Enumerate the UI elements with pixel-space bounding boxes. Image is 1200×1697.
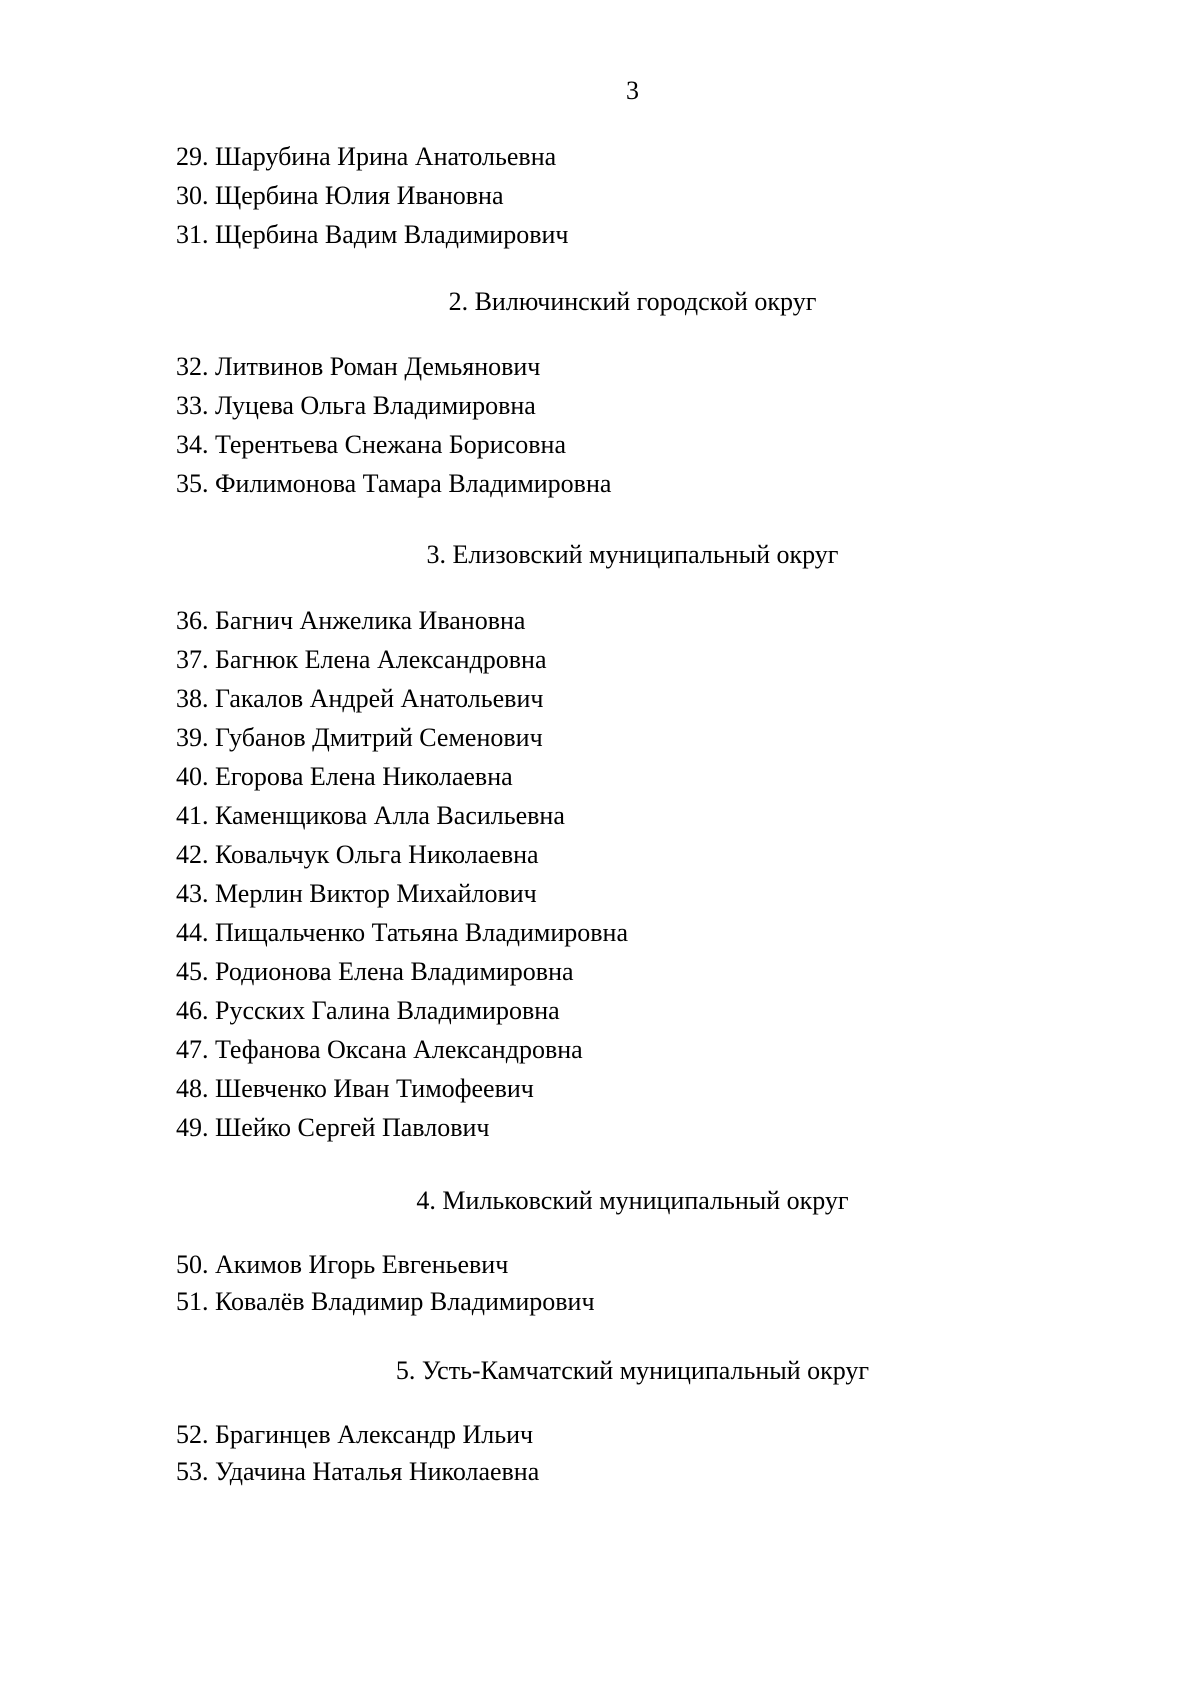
section-heading-elizovo: 3. Елизовский муниципальный округ xyxy=(426,540,839,569)
list-item: 42. Ковальчук Ольга Николаевна xyxy=(176,840,539,869)
list-item: 39. Губанов Дмитрий Семенович xyxy=(176,723,543,752)
list-item: 30. Щербина Юлия Ивановна xyxy=(176,181,504,210)
list-item: 53. Удачина Наталья Николаевна xyxy=(176,1457,540,1486)
list-item: 31. Щербина Вадим Владимирович xyxy=(176,220,569,249)
list-item: 29. Шарубина Ирина Анатольевна xyxy=(176,142,557,171)
list-item: 38. Гакалов Андрей Анатольевич xyxy=(176,684,544,713)
list-item: 51. Ковалёв Владимир Владимирович xyxy=(176,1287,595,1316)
list-item: 37. Багнюк Елена Александровна xyxy=(176,645,547,674)
list-item: 40. Егорова Елена Николаевна xyxy=(176,762,513,791)
section-heading-milkovo: 4. Мильковский муниципальный округ xyxy=(416,1186,849,1215)
list-item: 36. Багнич Анжелика Ивановна xyxy=(176,606,526,635)
list-item: 50. Акимов Игорь Евгеньевич xyxy=(176,1250,509,1279)
list-item: 44. Пищальченко Татьяна Владимировна xyxy=(176,918,629,947)
list-item: 33. Луцева Ольга Владимировна xyxy=(176,391,536,420)
section-list-ust-kamchatsk xyxy=(176,1416,1136,1490)
list-item: 35. Филимонова Тамара Владимировна xyxy=(176,469,612,498)
section-continuation-list xyxy=(176,137,1136,254)
list-item: 32. Литвинов Роман Демьянович xyxy=(176,352,541,381)
list-item: 48. Шевченко Иван Тимофеевич xyxy=(176,1074,534,1103)
list-item: 47. Тефанова Оксана Александровна xyxy=(176,1035,583,1064)
list-item: 34. Терентьева Снежана Борисовна xyxy=(176,430,566,459)
list-item: 45. Родионова Елена Владимировна xyxy=(176,957,574,986)
section-heading-viluchinsk: 2. Вилючинский городской округ xyxy=(448,287,817,316)
section-list-viluchinsk xyxy=(176,347,1136,503)
page-number: 3 xyxy=(626,76,639,105)
section-list-milkovo xyxy=(176,1246,1136,1320)
section-list-elizovo xyxy=(176,601,1136,1147)
list-item: 49. Шейко Сергей Павлович xyxy=(176,1113,490,1142)
section-heading-ust-kamchatsk: 5. Усть-Камчатский муниципальный округ xyxy=(395,1356,870,1385)
list-item: 52. Брагинцев Александр Ильич xyxy=(176,1420,534,1449)
list-item: 41. Каменщикова Алла Васильевна xyxy=(176,801,565,830)
list-item: 43. Мерлин Виктор Михайлович xyxy=(176,879,537,908)
list-item: 46. Русских Галина Владимировна xyxy=(176,996,560,1025)
